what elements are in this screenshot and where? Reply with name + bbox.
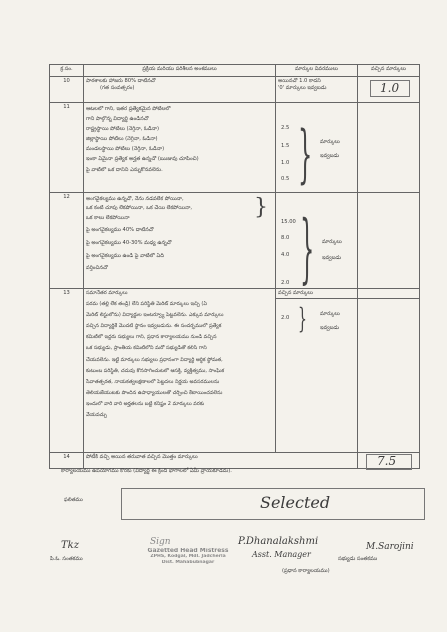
row11-line: రాష్ట్రస్థాయి పోటీలు (నెగ్గినా, ఓడినా) <box>86 126 159 133</box>
row11-marks-note-2: ఇవ్వబడు <box>320 153 340 159</box>
row12-mark-1: 15.00 <box>281 219 296 225</box>
header-marks-awarded: వచ్చిన మార్కులు <box>358 65 420 77</box>
row12-mark-2: 8.0 <box>281 235 290 241</box>
row13-awarded <box>358 289 420 453</box>
row10-awarded: 1.0 <box>380 81 400 95</box>
header-sno: క్ర.సం. <box>50 65 84 77</box>
row10-item-line1: పాఠశాలకు హాజరు 80% దాటినచో <box>86 78 156 84</box>
row12-line: పై అంగవైకల్యము ఉండి పై వాటిలో ఏది <box>86 253 164 260</box>
row14-sno: 14 <box>50 453 84 469</box>
row13-brace: } <box>298 302 307 335</box>
row11-mark-1: 2.5 <box>281 125 290 131</box>
row11-awarded <box>358 103 420 193</box>
row13-line: ఒక సభ్యుడు, ప్రాంతీయ కమిటీలోని మరో సభ్యుడితో కలిసి గాని <box>86 345 207 352</box>
row12-line: పై అంగవైకల్యము 40% దాటినచో <box>86 227 154 234</box>
row11-mark-2: 1.5 <box>281 143 290 149</box>
row12-mark-3: 4.0 <box>281 252 290 258</box>
signer-name-signature: P.Dhanalakshmi <box>238 536 319 547</box>
result-value: Selected <box>260 493 331 512</box>
row11-mark-4: 0.5 <box>281 176 290 182</box>
hm-stamp-line3: Dist. Mahabubnagar <box>161 560 215 566</box>
row13-line: కుటుంబ పరిస్థితి, చదువు కొనసాగించుటలో ఆసక్తి, వ్యక్తిత్వము, సాంఘిక <box>86 367 225 374</box>
row13-line: కమిటీలో ఇద్దరు సభ్యులు గాని, ప్రధాన కార్యాలయము నుండి వచ్చిన <box>86 334 217 341</box>
row13-line: వచ్చిన విద్యార్థికే మొదటి స్థానం ఇవ్వబడును. ఈ సందర్భములో ప్రత్యేక <box>86 323 222 330</box>
row13-line: తెలియజేయుటకు పొందిన ఉపాధ్యాయులతో చర్చించి కేటాయించవలెను <box>86 389 223 396</box>
row11-line: ఇంకా ఏమైనా ప్రత్యేక అర్హత ఉన్నచో (ఋజువు చూపించి) <box>86 156 199 163</box>
row10-sno: 10 <box>50 77 84 103</box>
row10-details-line2: '0' మార్కులు ఇవ్వబడు <box>278 85 327 92</box>
row13-details <box>276 289 358 453</box>
row12-item <box>84 193 276 289</box>
row10-item-line2: (గత సంవత్సరం) <box>100 85 135 92</box>
row13-marks-note-1: మార్కులు <box>320 311 340 317</box>
row14-awarded: 7.5 <box>377 454 397 468</box>
row11-item <box>84 103 276 193</box>
row13-title: సమానేతర మార్కులు <box>86 290 128 296</box>
member-signature-label: సభ్యుడు సంతకము <box>338 556 378 562</box>
row13-line: ఇందులో వారి వారి అర్హతలను బట్టి కనిష్టం 2 మార్కులు వరకు <box>86 400 205 407</box>
row12-marks-note-2: ఇవ్వబడు <box>322 255 342 261</box>
office-label: (ప్రధాన కార్యాలయము) <box>282 568 330 574</box>
table-row-11 <box>50 103 420 193</box>
row12-line: వర్తించినచో <box>86 264 108 271</box>
table-header-row <box>50 65 420 77</box>
row12-item-brace: } <box>254 195 268 220</box>
row12-sno: 12 <box>50 193 84 289</box>
result-box <box>121 488 425 520</box>
hm-stamp-line2: ZPHS, Kodgal, Mdl. Jadcherla <box>150 554 226 560</box>
table-row-12 <box>50 193 420 289</box>
evaluation-table <box>49 64 420 469</box>
table-row-10 <box>50 77 420 103</box>
row11-line: పై వాటిలో ఒక దానిని ఎన్నుకొనవలెను. <box>86 166 163 173</box>
row12-awarded <box>358 193 420 289</box>
row10-awarded-cell <box>358 77 420 103</box>
row14-item: పోటీకి వచ్చి అయిన తరువాత వచ్చిన మొత్తం మార్కులు <box>84 453 358 469</box>
row13-details-header-text: వచ్చిన మార్కులు <box>278 290 313 296</box>
result-label: ఫలితము <box>64 497 83 503</box>
header-marks-details: మార్కుల వివరములు <box>276 65 358 77</box>
row13-marks-note-2: ఇవ్వబడు <box>320 325 340 331</box>
table-row-13 <box>50 289 420 453</box>
row13-line: సేవాతత్పరత, నాయకత్వలక్షణాలలో పెట్టదలు నిర్ణయ అవసరములను <box>86 378 220 385</box>
row13-sno: 13 <box>50 289 84 453</box>
row13-mark: 2.0 <box>281 315 290 321</box>
row11-brace: } <box>298 118 313 191</box>
po-signature-label: పి.ఓ. సంతకము <box>50 556 83 562</box>
row13-details-header <box>276 289 357 299</box>
hm-scribble-signature: Sign <box>150 537 171 547</box>
row12-marks-note-1: మార్కులు <box>322 239 342 245</box>
row11-mark-3: 1.0 <box>281 160 290 166</box>
row13-line: మెరిట్ లిస్టులోను) విద్యార్థుల ఇంటర్వ్యూ పెట్టవలెను. ఎక్కువ మార్కులు <box>86 312 224 319</box>
po-initials-signature: Tkz <box>61 540 79 551</box>
row11-sno: 11 <box>50 103 84 193</box>
row11-marks-note-1: మార్కులు <box>320 139 340 145</box>
row12-brace: } <box>300 205 315 292</box>
signer-title-signature: Asst. Manager <box>252 550 311 559</box>
office-use-note: కార్యాలయము ఉపయోగము కొరకు (విద్యార్థి ఈ క్రింది భాగాలలో ఏమీ వ్రాయకూడదు). <box>61 468 232 474</box>
row14-awarded-cell <box>358 453 420 469</box>
hm-stamp <box>128 548 248 567</box>
row10-details <box>276 77 358 103</box>
row12-line: ఒక కాలు లేకపోయినా <box>86 215 130 222</box>
row13-line: పరమ (తల్లి లేక తండ్రి) లేని పరిస్థితి మెరిట్ మార్కులు ఇచ్చి (ఏ <box>86 301 207 308</box>
header-items: ప్రక్రియ మరియు పరిశీలన అంశములు <box>84 65 276 77</box>
hm-stamp-line1: Gazetted Head Mistress <box>147 548 229 554</box>
row12-mark-4: 2.0 <box>281 280 290 286</box>
row13-awarded-header-cell <box>358 289 419 299</box>
row11-line: మండలస్థాయి పోటీలు (నెగ్గినా, ఓడినా) <box>86 146 165 153</box>
row13-line: చేయవలెను. ఇట్టి మార్కులు సభ్యులు ప్రధానంగా విద్యార్థి ఆర్థిక స్థోమత, <box>86 356 223 363</box>
row12-line: అంగవైకల్యము ఉన్నచో, నేను నడవలేక పోయినా, <box>86 196 184 202</box>
table-row-14 <box>50 453 420 469</box>
row11-line: జిల్లాస్థాయి పోటీలు (నెగ్గినా, ఓడినా) <box>86 136 158 143</box>
row10-item <box>84 77 276 103</box>
row11-details <box>276 103 358 193</box>
row10-awarded-box <box>370 80 410 97</box>
member-signature: M.Sarojini <box>366 542 414 552</box>
row11-line: గాని పాల్గొన్న విద్యార్థి ఉండినచో <box>86 116 149 123</box>
row12-line: ఒక కంటి చూపు లేకపోయినా, ఒక చేయి లేకపోయినా, <box>86 205 193 212</box>
row13-line: వేయవచ్చు <box>86 412 107 419</box>
row12-details <box>276 193 358 292</box>
row13-item <box>84 289 276 453</box>
row10-details-line1: అయినచో 1.0 కాదని <box>278 78 321 84</box>
row11-line: ఆటలలో గాని, ఇతర ప్రత్యేకమైన పోటీలలో <box>86 106 171 112</box>
row12-line: పై అంగవైకల్యము 40-30% మధ్య ఉన్నచో <box>86 240 172 247</box>
